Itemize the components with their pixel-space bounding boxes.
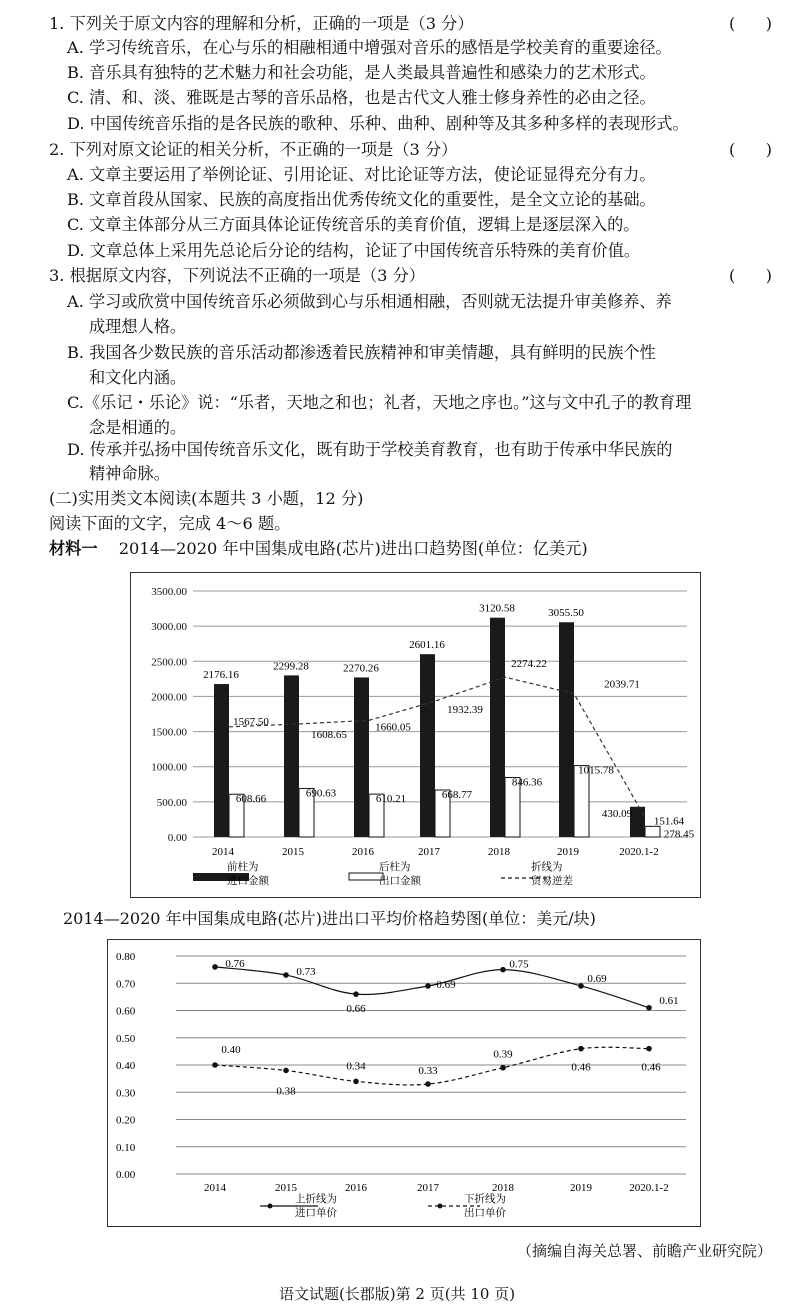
export-value-label: 608.66 — [235, 793, 267, 806]
question-1-option-B: B. 音乐具有独特的艺术魅力和社会功能，是人类最具普遍性和感染力的艺术形式。 — [67, 63, 656, 82]
x-tick-label: 2018 — [492, 1182, 514, 1194]
y-tick-label: 0.00 — [167, 832, 187, 844]
y-tick-label: 0.00 — [116, 1169, 136, 1181]
reading-instruction: 阅读下面的文字，完成 4～6 题。 — [49, 514, 291, 533]
question-2-option-A: A. 文章主要运用了举例论证、引用论证、对比论证等方法，使论证显得充分有力。 — [67, 165, 656, 184]
x-tick-label: 2016 — [345, 1182, 367, 1194]
page-footer: 语文试题(长郡版)第 2 页(共 10 页) — [278, 1285, 516, 1303]
import-price-line — [215, 967, 649, 1008]
y-tick-label: 3000.00 — [151, 621, 187, 634]
import-price-point — [283, 972, 289, 978]
question-2-option-C: C. 文章主体部分从三方面具体论证传统音乐的美育价值，逻辑上是逐层深入的。 — [67, 215, 640, 234]
deficit-value-label: 1932.39 — [447, 704, 483, 717]
import-bar — [559, 622, 574, 837]
export-price-point — [425, 1081, 431, 1087]
export-price-label: 0.34 — [346, 1060, 366, 1073]
question-3-option-C-cont: 念是相通的。 — [89, 418, 187, 437]
section-heading: (二)实用类文本阅读(本题共 3 小题，12 分) — [49, 489, 364, 508]
question-1-option-C: C. 清、和、淡、雅既是古琴的音乐品格，也是古代文人雅士修身养性的必由之径。 — [67, 88, 656, 107]
material-label: 材料一 — [49, 539, 98, 558]
question-2-stem: 2. 下列对原文论证的相关分析，不正确的一项是（3 分） — [49, 140, 458, 159]
question-3-option-A-cont: 成理想人格。 — [89, 317, 187, 336]
legend-export-marker — [438, 1204, 443, 1209]
export-value-label: 668.77 — [441, 788, 473, 801]
export-price-point — [578, 1046, 584, 1052]
y-tick-label: 0.50 — [116, 1032, 136, 1045]
import-price-point — [578, 983, 584, 989]
import-value-label: 3120.58 — [479, 602, 515, 615]
y-tick-label: 1000.00 — [151, 761, 187, 774]
question-3-option-D: D. 传承并弘扬中国传统音乐文化，既有助于学校美育教育，也有助于传承中华民族的 — [67, 440, 673, 459]
x-tick-label: 2017 — [417, 1182, 439, 1194]
export-price-label: 0.33 — [418, 1065, 438, 1078]
export-price-point — [353, 1079, 359, 1085]
import-price-point — [646, 1005, 652, 1011]
import-price-label: 0.61 — [659, 994, 679, 1007]
answer-paren-1: ( ) — [729, 14, 772, 33]
answer-paren-2: ( ) — [729, 140, 772, 159]
question-3-option-A: A. 学习或欣赏中国传统音乐必须做到心与乐相通相融，否则就无法提升审美修养、养 — [67, 292, 672, 311]
legend-import-label: 进口单价 — [295, 1208, 337, 1219]
import-value-label: 2176.16 — [203, 669, 239, 682]
import-price-label: 0.75 — [509, 958, 529, 971]
trade-bar-chart — [131, 573, 700, 897]
unit-price-line-chart — [108, 940, 700, 1226]
legend-export-swatch — [349, 873, 383, 880]
export-value-label: 151.64 — [653, 815, 685, 828]
deficit-value-label: 1608.65 — [311, 728, 347, 741]
legend-import-marker — [268, 1204, 273, 1209]
import-price-point — [353, 991, 359, 997]
import-price-label: 0.73 — [296, 966, 316, 979]
import-price-label: 0.76 — [225, 957, 245, 970]
question-3-option-C: C.《乐记・乐论》说：“乐者，天地之和也；礼者，天地之序也。”这与文中孔子的教育理 — [67, 393, 692, 412]
import-value-label: 3055.50 — [548, 607, 584, 620]
export-price-label: 0.46 — [571, 1061, 591, 1074]
import-bar — [490, 618, 505, 837]
x-tick-label: 2016 — [352, 846, 374, 858]
export-price-label: 0.38 — [276, 1085, 296, 1098]
y-tick-label: 3500.00 — [151, 586, 187, 598]
import-bar — [630, 807, 645, 837]
import-value-label: 430.09 — [601, 807, 633, 820]
export-value-label: 1015.78 — [578, 764, 614, 777]
chart1-title: 2014—2020 年中国集成电路(芯片)进出口趋势图(单位：亿美元) — [118, 539, 588, 558]
question-2-option-D: D. 文章总体上采用先总论后分论的结构，论证了中国传统音乐特殊的美育价值。 — [67, 241, 641, 260]
legend-export-label: 后柱为 — [379, 862, 411, 873]
import-value-label: 2299.28 — [273, 660, 309, 673]
export-price-label: 0.46 — [641, 1061, 661, 1074]
deficit-value-label: 2274.22 — [511, 658, 547, 671]
y-tick-label: 2000.00 — [151, 691, 187, 704]
legend-deficit-label: 贸易逆差 — [531, 876, 573, 887]
import-bar — [214, 684, 229, 837]
question-1-stem: 1. 下列关于原文内容的理解和分析，正确的一项是（3 分） — [49, 14, 474, 33]
legend-deficit-label: 折线为 — [531, 862, 563, 873]
question-3-option-B: B. 我国各少数民族的音乐活动都渗透着民族精神和审美情趣，具有鲜明的民族个性 — [67, 343, 656, 362]
x-tick-label: 2020.1-2 — [619, 846, 659, 858]
x-tick-label: 2020.1-2 — [629, 1182, 669, 1194]
import-price-point — [500, 967, 506, 973]
y-tick-label: 1500.00 — [151, 726, 187, 739]
trade-bar-chart-frame — [130, 572, 701, 898]
question-3-option-B-cont: 和文化内涵。 — [89, 368, 187, 387]
import-bar — [420, 654, 435, 837]
legend-import-label: 前柱为 — [227, 862, 259, 873]
legend-export-label: 下折线为 — [464, 1194, 506, 1205]
deficit-value-label: 1567.50 — [233, 715, 269, 728]
y-tick-label: 0.40 — [116, 1060, 136, 1072]
y-tick-label: 0.30 — [116, 1087, 136, 1100]
answer-paren-3: ( ) — [729, 266, 772, 285]
question-3-option-D-cont: 精神命脉。 — [89, 464, 170, 483]
import-price-label: 0.69 — [436, 978, 456, 991]
x-tick-label: 2014 — [204, 1182, 226, 1194]
export-price-point — [500, 1065, 506, 1071]
material-heading — [49, 539, 588, 559]
import-price-label: 0.66 — [346, 1003, 366, 1016]
export-price-point — [283, 1068, 289, 1074]
y-tick-label: 0.70 — [116, 978, 136, 991]
import-value-label: 2601.16 — [409, 639, 445, 652]
x-tick-label: 2014 — [212, 846, 234, 858]
unit-price-line-chart-frame — [107, 939, 701, 1227]
y-tick-label: 0.20 — [116, 1114, 136, 1127]
y-tick-label: 0.80 — [116, 951, 136, 963]
import-price-point — [425, 983, 431, 989]
import-bar — [354, 677, 369, 837]
y-tick-label: 0.60 — [116, 1005, 136, 1018]
import-bar — [284, 675, 299, 837]
x-tick-label: 2017 — [418, 846, 440, 858]
question-3-stem: 3. 根据原文内容，下列说法不正确的一项是（3 分） — [49, 266, 425, 285]
y-tick-label: 500.00 — [156, 796, 187, 809]
legend-import-label: 进口金额 — [227, 876, 269, 887]
legend-export-label: 出口金额 — [379, 876, 421, 887]
export-price-point — [212, 1062, 218, 1068]
deficit-value-label: 278.45 — [663, 828, 695, 841]
export-price-label: 0.40 — [221, 1044, 241, 1056]
x-tick-label: 2015 — [282, 846, 304, 858]
question-2-option-B: B. 文章首段从国家、民族的高度指出优秀传统文化的重要性，是全文立论的基础。 — [67, 190, 656, 209]
source-note: （摘编自海关总署、前瞻产业研究院） — [516, 1242, 772, 1260]
legend-import-label: 上折线为 — [295, 1194, 337, 1205]
question-1-option-D: D. 中国传统音乐指的是各民族的歌种、乐种、曲种、剧种等及其多种多样的表现形式。 — [67, 114, 689, 133]
export-value-label: 846.36 — [511, 776, 543, 789]
export-bar — [645, 826, 660, 837]
export-price-label: 0.39 — [493, 1048, 513, 1061]
deficit-value-label: 1660.05 — [375, 721, 411, 734]
x-tick-label: 2015 — [275, 1182, 297, 1194]
export-value-label: 610.21 — [375, 793, 407, 806]
x-tick-label: 2019 — [557, 846, 579, 858]
import-price-label: 0.69 — [587, 972, 607, 985]
x-tick-label: 2019 — [570, 1182, 592, 1194]
deficit-value-label: 2039.71 — [604, 678, 640, 691]
y-tick-label: 2500.00 — [151, 656, 187, 669]
x-tick-label: 2018 — [488, 846, 510, 858]
export-price-point — [646, 1046, 652, 1052]
y-tick-label: 0.10 — [116, 1141, 136, 1154]
question-1-option-A: A. 学习传统音乐，在心与乐的相融相通中增强对音乐的感悟是学校美育的重要途径。 — [67, 38, 672, 57]
import-value-label: 2270.26 — [343, 662, 379, 675]
legend-export-label: 出口单价 — [464, 1208, 506, 1219]
chart2-title: 2014—2020 年中国集成电路(芯片)进出口平均价格趋势图(单位：美元/块) — [63, 909, 596, 928]
export-value-label: 690.63 — [305, 787, 337, 800]
import-price-point — [212, 964, 218, 970]
